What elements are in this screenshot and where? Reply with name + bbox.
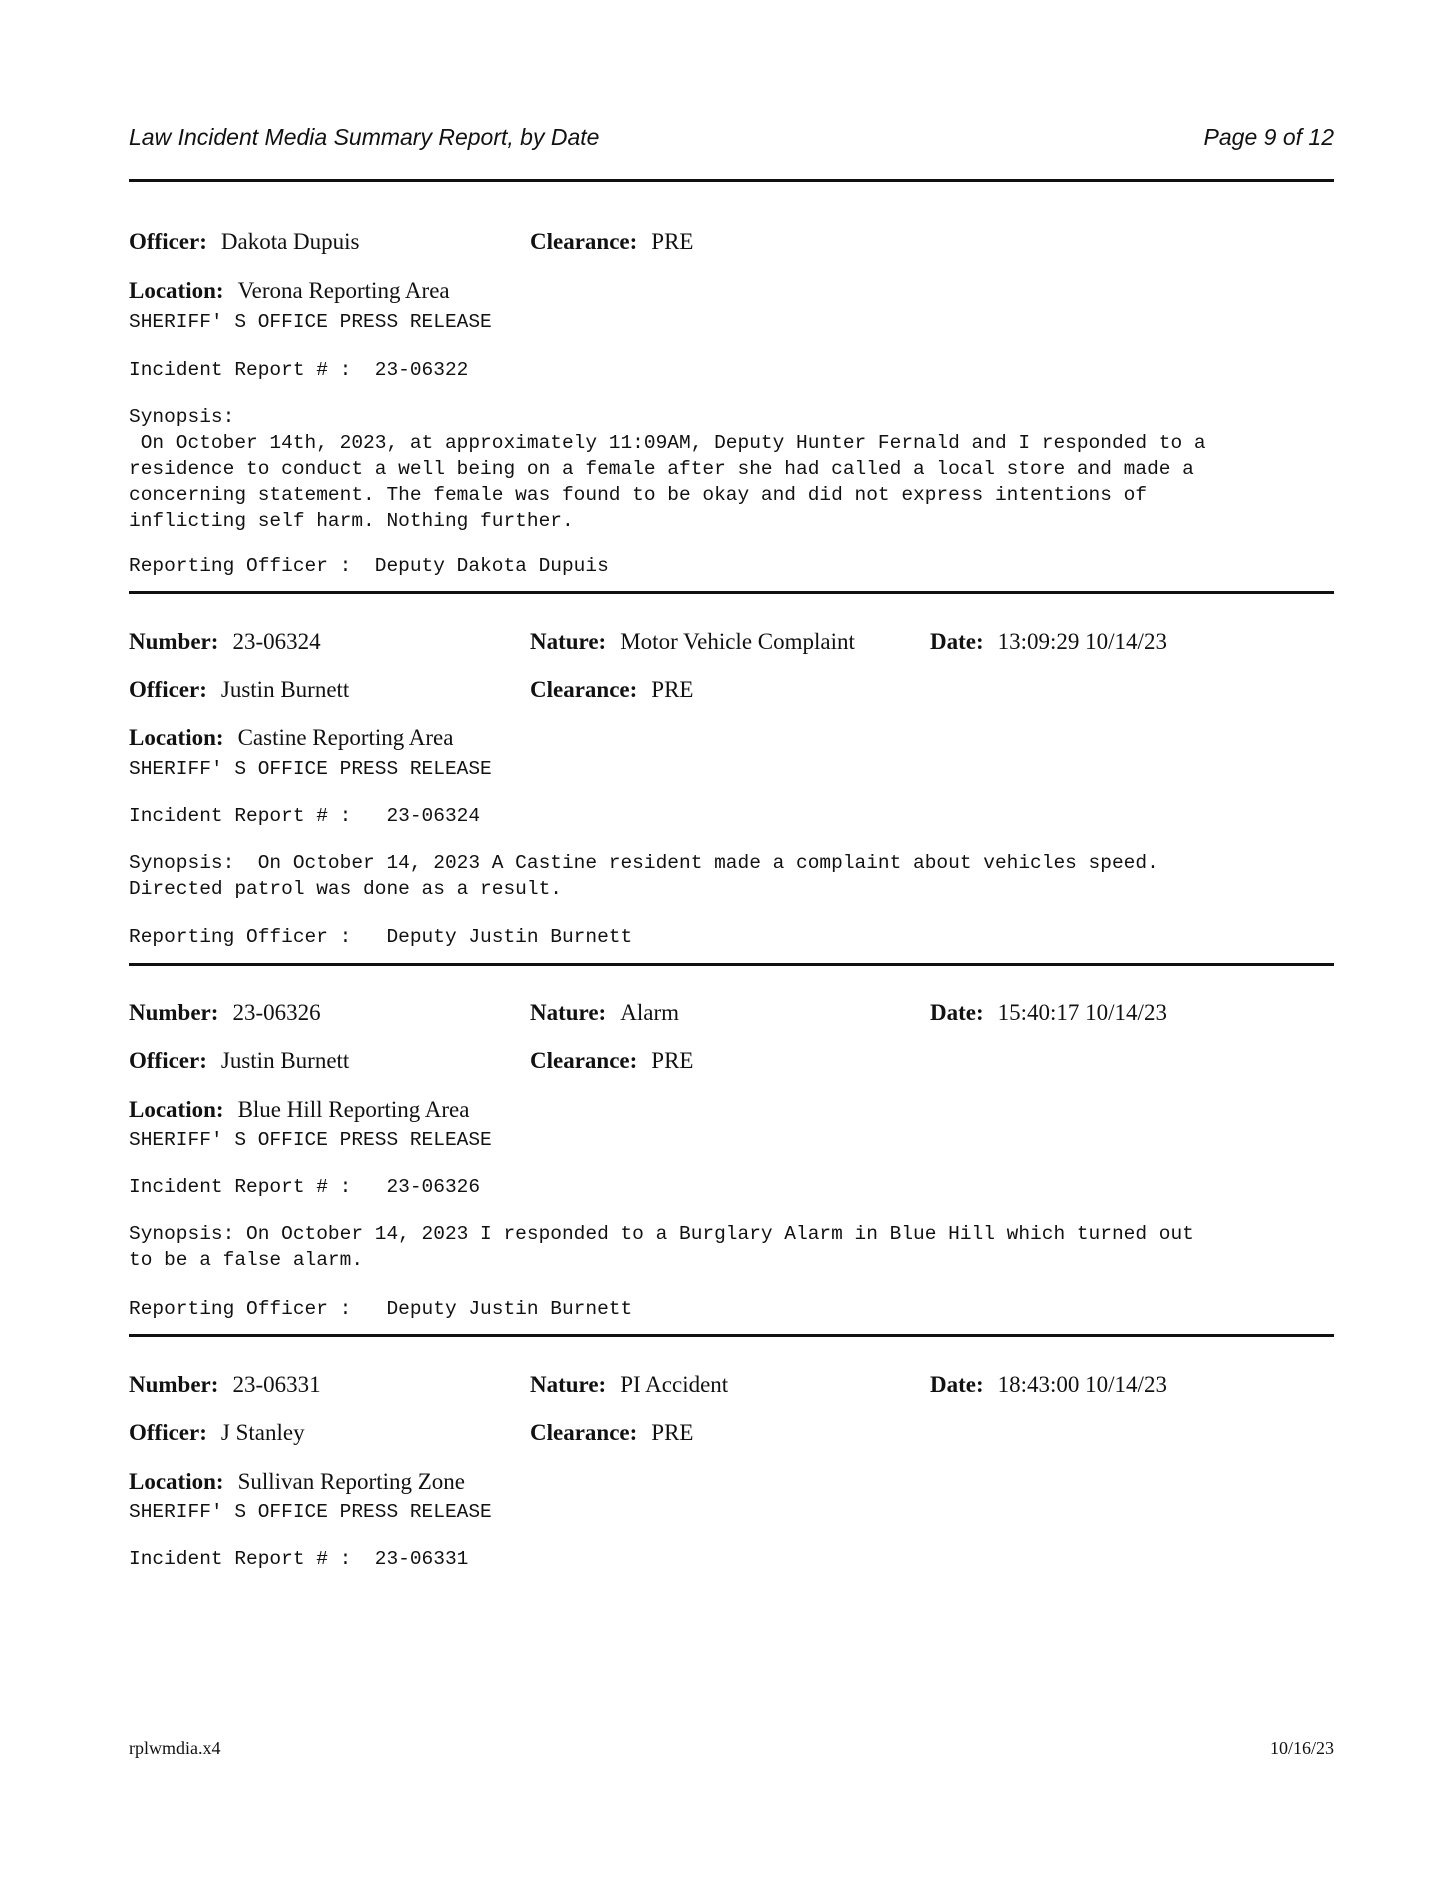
footer-print-date: 10/16/23 bbox=[1269, 1738, 1334, 1758]
officer-value: Justin Burnett bbox=[220, 1048, 350, 1073]
synopsis-text: Synopsis: On October 14th, 2023, at approximately 11:09AM, Deputy Hunter Fernald and I responded to a residence to conduct a well being on a female after she had called a local store and made a concerning statement. The female was found to be okay and did not express intentions of inflicting self harm. Nothing further. bbox=[129, 406, 1206, 532]
location-label: Location: bbox=[129, 1469, 224, 1494]
incident-report-number: Incident Report # : 23-06324 bbox=[129, 805, 481, 827]
entry-divider bbox=[129, 1334, 1334, 1337]
officer-row bbox=[129, 677, 1334, 707]
officer-row bbox=[129, 1048, 1334, 1078]
date-label: Date: bbox=[930, 1372, 984, 1397]
date-label: Date: bbox=[930, 629, 984, 654]
nature-value: Motor Vehicle Complaint bbox=[620, 629, 855, 654]
clearance-label: Clearance: bbox=[530, 1048, 638, 1073]
number-row bbox=[129, 629, 1334, 659]
location-row bbox=[129, 1469, 1334, 1499]
location-row bbox=[129, 278, 1334, 308]
date-value: 18:43:00 10/14/23 bbox=[997, 1372, 1167, 1397]
date-value: 15:40:17 10/14/23 bbox=[997, 1000, 1167, 1025]
clearance-label: Clearance: bbox=[530, 1420, 638, 1445]
date-value: 13:09:29 10/14/23 bbox=[997, 629, 1167, 654]
nature-label: Nature: bbox=[530, 629, 607, 654]
clearance-value: PRE bbox=[651, 229, 694, 254]
nature-value: PI Accident bbox=[620, 1372, 729, 1397]
clearance-value: PRE bbox=[651, 1420, 694, 1445]
page-number: Page 9 of 12 bbox=[1203, 124, 1334, 150]
location-value: Verona Reporting Area bbox=[237, 278, 450, 303]
officer-label: Officer: bbox=[129, 1420, 207, 1445]
officer-value: Dakota Dupuis bbox=[220, 229, 360, 254]
number-label: Number: bbox=[129, 1372, 219, 1397]
location-value: Sullivan Reporting Zone bbox=[237, 1469, 465, 1494]
press-release-line: SHERIFF' S OFFICE PRESS RELEASE bbox=[129, 311, 492, 333]
reporting-officer: Reporting Officer : Deputy Justin Burnett bbox=[129, 1298, 633, 1320]
report-header bbox=[129, 124, 1334, 160]
officer-value: Justin Burnett bbox=[220, 677, 350, 702]
officer-label: Officer: bbox=[129, 677, 207, 702]
press-release-line: SHERIFF' S OFFICE PRESS RELEASE bbox=[129, 1129, 492, 1151]
number-row bbox=[129, 1000, 1334, 1030]
reporting-officer: Reporting Officer : Deputy Justin Burnett bbox=[129, 926, 633, 948]
press-release-line: SHERIFF' S OFFICE PRESS RELEASE bbox=[129, 758, 492, 780]
clearance-label: Clearance: bbox=[530, 229, 638, 254]
officer-row bbox=[129, 1420, 1334, 1450]
location-label: Location: bbox=[129, 725, 224, 750]
location-label: Location: bbox=[129, 1097, 224, 1122]
incident-report-number: Incident Report # : 23-06331 bbox=[129, 1548, 469, 1570]
header-divider bbox=[129, 179, 1334, 182]
location-value: Castine Reporting Area bbox=[237, 725, 454, 750]
footer-report-code: rplwmdia.x4 bbox=[129, 1738, 221, 1758]
nature-label: Nature: bbox=[530, 1372, 607, 1397]
number-label: Number: bbox=[129, 629, 219, 654]
officer-value: J Stanley bbox=[220, 1420, 305, 1445]
nature-label: Nature: bbox=[530, 1000, 607, 1025]
clearance-value: PRE bbox=[651, 677, 694, 702]
clearance-value: PRE bbox=[651, 1048, 694, 1073]
number-value: 23-06326 bbox=[232, 1000, 321, 1025]
number-value: 23-06324 bbox=[232, 629, 321, 654]
officer-label: Officer: bbox=[129, 229, 207, 254]
clearance-label: Clearance: bbox=[530, 677, 638, 702]
location-row bbox=[129, 1097, 1334, 1127]
entry-divider bbox=[129, 591, 1334, 594]
date-label: Date: bbox=[930, 1000, 984, 1025]
nature-value: Alarm bbox=[620, 1000, 679, 1025]
press-release-line: SHERIFF' S OFFICE PRESS RELEASE bbox=[129, 1501, 492, 1523]
report-title: Law Incident Media Summary Report, by Date bbox=[129, 124, 600, 150]
location-value: Blue Hill Reporting Area bbox=[237, 1097, 470, 1122]
location-label: Location: bbox=[129, 278, 224, 303]
incident-report-number: Incident Report # : 23-06326 bbox=[129, 1176, 481, 1198]
incident-report-number: Incident Report # : 23-06322 bbox=[129, 359, 469, 381]
number-row bbox=[129, 1372, 1334, 1402]
synopsis-text: Synopsis: On October 14, 2023 A Castine resident made a complaint about vehicles speed. Directed patrol was done as a result. bbox=[129, 852, 1159, 900]
reporting-officer: Reporting Officer : Deputy Dakota Dupuis bbox=[129, 555, 609, 577]
number-value: 23-06331 bbox=[232, 1372, 321, 1397]
number-label: Number: bbox=[129, 1000, 219, 1025]
synopsis-text: Synopsis: On October 14, 2023 I responded to a Burglary Alarm in Blue Hill which turned out to be a false alarm. bbox=[129, 1223, 1194, 1271]
officer-label: Officer: bbox=[129, 1048, 207, 1073]
location-row bbox=[129, 725, 1334, 755]
officer-row bbox=[129, 229, 1334, 259]
entry-divider bbox=[129, 963, 1334, 966]
